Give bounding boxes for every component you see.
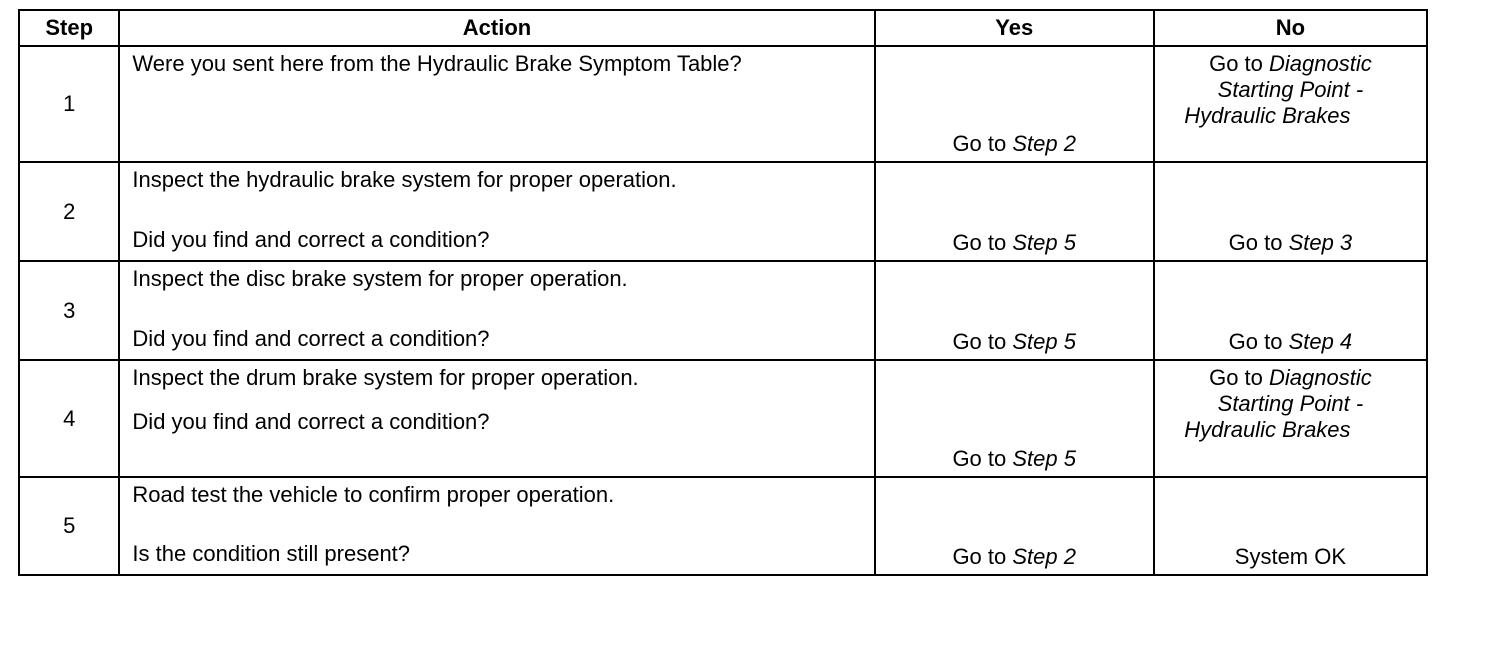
action-text: Inspect the drum brake system for proper operation. [132,365,639,390]
no-result: System OK [1234,544,1347,569]
action-text: Road test the vehicle to confirm proper operation. [132,482,615,507]
yes-cell [875,46,1154,162]
table-row [19,162,1427,261]
action-cell [119,477,874,575]
no-prefix: Go to [1209,365,1263,390]
table-row [19,46,1427,162]
no-ref-line2[interactable]: Starting Point - [1217,391,1364,416]
table-row [19,477,1427,575]
action-question: Is the condition still present? [132,541,411,566]
action-text: Inspect the disc brake system for proper operation. [132,266,628,291]
yes-cell [875,360,1154,477]
header-row [19,10,1427,46]
yes-prefix: Go to [952,131,1007,156]
no-ref-line2[interactable]: Starting Point - [1217,77,1364,102]
no-cell [1154,162,1427,261]
step-number: 4 [19,360,119,477]
no-cell [1154,46,1427,162]
action-cell [119,162,874,261]
yes-step-link[interactable]: Step 5 [1012,329,1076,354]
table-row [19,360,1427,477]
action-text: Inspect the hydraulic brake system for proper operation. [132,167,677,192]
header-yes: Yes [875,10,1154,46]
no-prefix: Go to [1228,329,1283,354]
no-cell [1154,360,1427,477]
yes-prefix: Go to [952,544,1007,569]
action-question: Did you find and correct a condition? [132,227,490,252]
action-text: Were you sent here from the Hydraulic Brake Symptom Table? [132,51,742,76]
no-prefix: Go to [1228,230,1283,255]
yes-cell [875,261,1154,360]
table-row [19,261,1427,360]
no-ref-line1[interactable]: Diagnostic [1269,365,1372,390]
step-number: 5 [19,477,119,575]
action-cell [119,46,874,162]
yes-cell [875,477,1154,575]
step-number: 3 [19,261,119,360]
step-number: 1 [19,46,119,162]
header-action: Action [119,10,874,46]
no-cell [1154,477,1427,575]
action-cell [119,360,874,477]
yes-step-link[interactable]: Step 2 [1012,131,1076,156]
step-number: 2 [19,162,119,261]
action-question: Did you find and correct a condition? [132,326,490,351]
no-ref-line1[interactable]: Diagnostic [1269,51,1372,76]
yes-step-link[interactable]: Step 5 [1012,446,1076,471]
yes-cell [875,162,1154,261]
yes-prefix: Go to [952,230,1007,255]
header-no: No [1154,10,1427,46]
yes-prefix: Go to [952,446,1007,471]
yes-step-link[interactable]: Step 2 [1012,544,1076,569]
no-prefix: Go to [1209,51,1263,76]
no-ref-line3[interactable]: Hydraulic Brakes [1184,417,1351,442]
yes-step-link[interactable]: Step 5 [1012,230,1076,255]
action-question: Did you find and correct a condition? [132,409,490,434]
diagnostic-table [18,9,1428,576]
no-step-link[interactable]: Step 4 [1288,329,1353,354]
yes-prefix: Go to [952,329,1007,354]
header-step: Step [19,10,119,46]
no-ref-line3[interactable]: Hydraulic Brakes [1184,103,1351,128]
no-cell [1154,261,1427,360]
action-cell [119,261,874,360]
no-step-link[interactable]: Step 3 [1288,230,1353,255]
